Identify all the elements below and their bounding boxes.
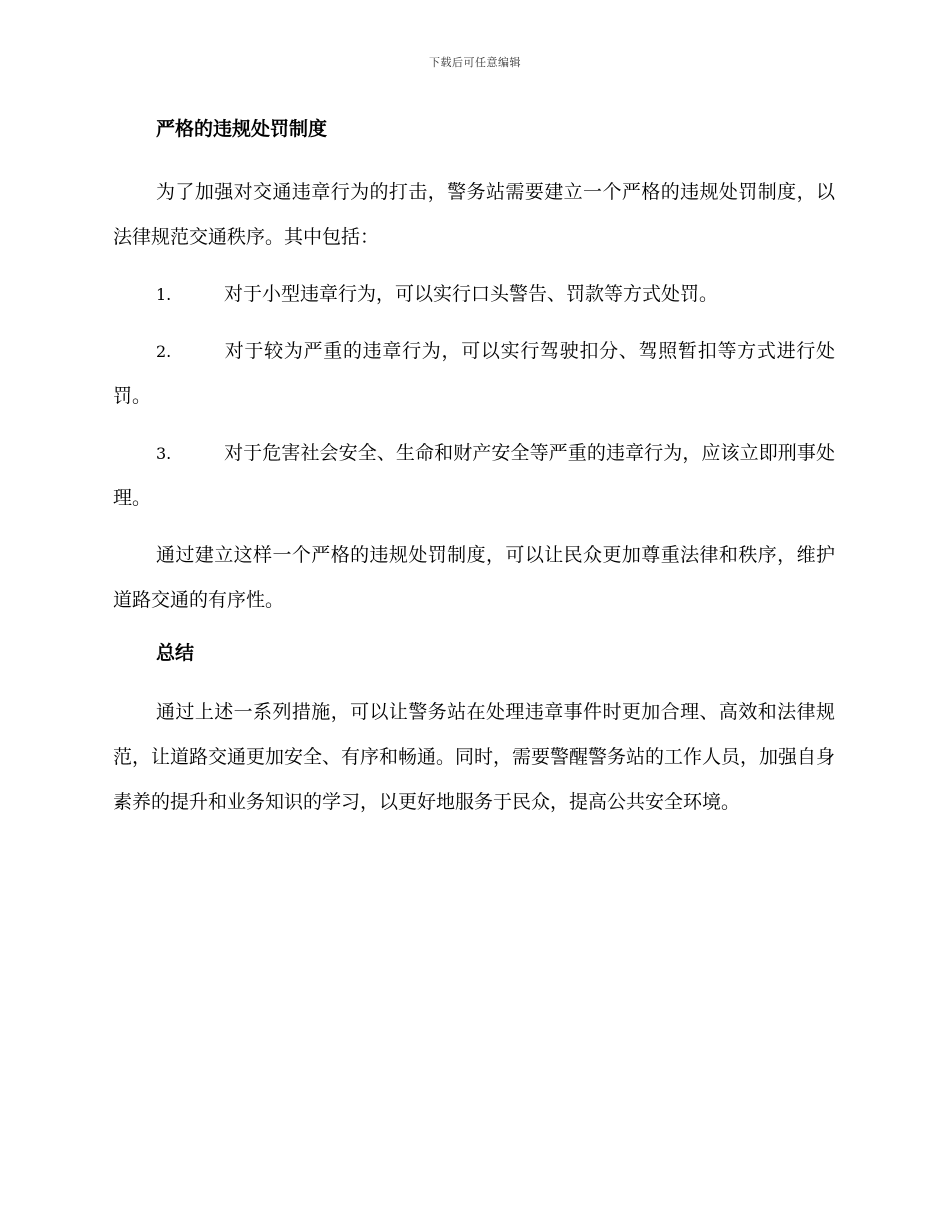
- list-item-number: 1.: [156, 285, 172, 304]
- section-heading-summary: 总结: [156, 642, 195, 664]
- list-item: [113, 431, 835, 521]
- document-body: [113, 114, 835, 837]
- list-item-text: 对于较为严重的违章行为，可以实行驾驶扣分、驾照暂扣等方式进行处罚。: [113, 340, 835, 407]
- list-item: [113, 329, 835, 419]
- list-item-number: 2.: [156, 342, 172, 361]
- summary-paragraph: 通过上述一系列措施，可以让警务站在处理违章事件时更加合理、高效和法律规范，让道路交通更加安全、有序和畅通。同时，需要警醒警务站的工作人员，加强自身素养的提升和业务知识的学习，以更好地服务于民众，提高公共安全环境。: [113, 701, 836, 813]
- list-item: [113, 272, 835, 317]
- list-item-number: 3.: [156, 444, 172, 463]
- section-intro-paragraph: 为了加强对交通违章行为的打击，警务站需要建立一个严格的违规处罚制度，以法律规范交通秩序。其中包括：: [113, 181, 835, 248]
- list-item-text: 对于危害社会安全、生命和财产安全等严重的违章行为，应该立即刑事处理。: [113, 442, 835, 509]
- section-closing-paragraph: 通过建立这样一个严格的违规处罚制度，可以让民众更加尊重法律和秩序，维护道路交通的有序性。: [113, 544, 835, 611]
- header-note: 下载后可任意编辑: [429, 56, 521, 69]
- list-item-text: 对于小型违章行为，可以实行口头警告、罚款等方式处罚。: [224, 283, 719, 305]
- section-heading-penalty-system: 严格的违规处罚制度: [156, 118, 328, 140]
